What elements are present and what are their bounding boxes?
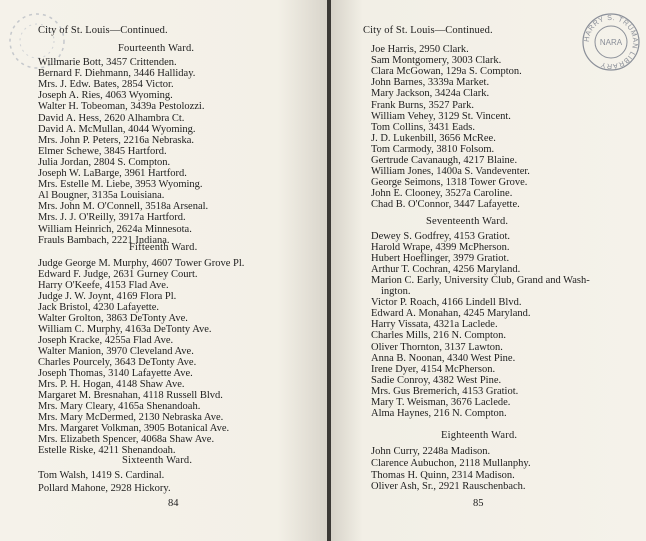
directory-entry: Margaret M. Bresnahan, 4118 Russell Blvd.: [38, 390, 223, 401]
directory-entry: Mrs. Mary McDermed, 2130 Nebraska Ave.: [38, 412, 224, 423]
directory-entry: John Curry, 2248a Madison.: [371, 446, 491, 457]
directory-entry: Chad B. O'Connor, 3447 Lafayette.: [371, 199, 520, 211]
directory-entry: Joe Harris, 2950 Clark.: [371, 44, 469, 55]
directory-entry: Charles Mills, 216 N. Compton.: [371, 330, 507, 342]
directory-entry: Pollard Mahone, 2928 Hickory.: [38, 483, 171, 494]
directory-entry: Anna B. Noonan, 4340 West Pine.: [371, 352, 516, 364]
directory-entry: Mrs. Margaret Volkman, 3905 Botanical Ave.: [38, 423, 230, 434]
directory-entry: Mrs. John M. O'Connell, 3518a Arsenal.: [38, 201, 209, 213]
directory-entry: Mrs. J. J. O'Reilly, 3917a Hartford.: [38, 212, 186, 224]
running-head: City of St. Louis—Continued.: [38, 25, 168, 36]
directory-entry: Mrs. Estelle M. Liebe, 3953 Wyoming.: [38, 179, 203, 191]
section-title-seventeenth-ward: Seventeenth Ward.: [426, 216, 509, 227]
directory-entry: John E. Clooney, 3527a Caroline.: [371, 188, 513, 200]
directory-entry: Harry Vissata, 4321a Laclede.: [371, 319, 498, 331]
stamp-ring-text: HARRY S. TRUMAN LIBRARY: [581, 12, 641, 72]
directory-entry: Joseph W. LaBarge, 3961 Hartford.: [38, 168, 187, 179]
truman-library-stamp: [581, 12, 641, 72]
directory-entry: Joseph Kracke, 4255a Flad Ave.: [38, 335, 174, 346]
directory-entry: John Barnes, 3339a Market.: [371, 77, 490, 89]
directory-entry: Hubert Hoeflinger, 3979 Gratiot.: [371, 253, 510, 265]
directory-entry: ington.: [381, 286, 411, 298]
directory-entry: David A. Hess, 2620 Alhambra Ct.: [38, 112, 185, 124]
directory-entry: Mary T. Weisman, 3676 Laclede.: [371, 396, 511, 408]
right-page: [331, 0, 646, 541]
directory-entry: Harry O'Keefe, 4153 Flad Ave.: [38, 280, 169, 291]
directory-entry: Victor P. Roach, 4166 Lindell Blvd.: [371, 297, 522, 309]
directory-entry: Mary Jackson, 3424a Clark.: [371, 88, 490, 100]
directory-entry: Julia Jordan, 2804 S. Compton.: [38, 156, 171, 168]
directory-entry: Al Bougner, 3135a Louisiana.: [38, 190, 165, 202]
directory-entry: Edward A. Monahan, 4245 Maryland.: [371, 308, 531, 320]
page-number: 85: [473, 498, 484, 509]
directory-entry: Frauls Bambach, 2221 Indiana.: [38, 234, 170, 246]
section-title-fourteenth-ward: Fourteenth Ward.: [118, 43, 195, 54]
directory-entry: Mrs. John P. Peters, 2216a Nebraska.: [38, 134, 195, 146]
section-title-sixteenth-ward: Sixteenth Ward.: [122, 455, 193, 466]
directory-entry: Bernard F. Diehmann, 3446 Halliday.: [38, 68, 196, 80]
directory-entry: Marion C. Early, University Club, Grand and Wash-: [371, 275, 590, 287]
directory-entry: Joseph A. Ries, 4063 Wyoming.: [38, 90, 173, 102]
directory-entry: Charles Pourcely, 3643 DeTonty Ave.: [38, 357, 197, 368]
directory-entry: Dewey S. Godfrey, 4153 Gratiot.: [371, 231, 510, 242]
directory-entry: Estelle Riske, 4211 Shenandoah.: [38, 445, 176, 456]
directory-entry: Oliver Thornton, 3137 Lawton.: [371, 341, 503, 353]
directory-entry: Oliver Ash, Sr., 2921 Rauschenbach.: [371, 481, 526, 493]
directory-entry: Mrs. Elizabeth Spencer, 4068a Shaw Ave.: [38, 434, 215, 445]
section-title-fifteenth-ward: Fifteenth Ward.: [129, 242, 198, 253]
directory-entry: Tom Carmody, 3810 Folsom.: [371, 143, 495, 155]
directory-entry: Mrs. Gus Bremerich, 4153 Gratiot.: [371, 385, 519, 397]
directory-entry: Walter Grolton, 3863 DeTonty Ave.: [38, 313, 188, 324]
directory-entry: William Jones, 1400a S. Vandeventer.: [371, 166, 530, 178]
directory-entry: J. D. Lukenbill, 3656 McRee.: [371, 132, 496, 144]
directory-entry: Elmer Schewe, 3845 Hartford.: [38, 145, 167, 157]
directory-entry: Harold Wrape, 4399 McPherson.: [371, 242, 510, 254]
directory-entry: David A. McMullan, 4044 Wyoming.: [38, 123, 196, 135]
directory-entry: Tom Walsh, 1419 S. Cardinal.: [38, 470, 165, 481]
running-head: City of St. Louis—Continued.: [363, 25, 493, 36]
directory-entry: Clara McGowan, 129a S. Compton.: [371, 66, 522, 78]
section-title-eighteenth-ward: Eighteenth Ward.: [441, 430, 518, 441]
directory-entry: Frank Burns, 3527 Park.: [371, 99, 474, 111]
directory-entry: Thomas H. Quinn, 2314 Madison.: [371, 469, 515, 481]
directory-entry: Judge George M. Murphy, 4607 Tower Grove Pl.: [38, 258, 245, 269]
directory-entry: Jack Bristol, 4230 Lafayette.: [38, 302, 160, 313]
directory-entry: Joseph Thomas, 3140 Lafayette Ave.: [38, 368, 193, 379]
directory-entry: William Vehey, 3129 St. Vincent.: [371, 110, 511, 122]
directory-entry: Mrs. J. Edw. Bates, 2854 Victor.: [38, 79, 174, 91]
directory-entry: Walter Manion, 3970 Cleveland Ave.: [38, 346, 194, 357]
directory-entry: Walter H. Tobeoman, 3439a Pestolozzi.: [38, 101, 205, 113]
directory-entry: Arthur T. Cochran, 4256 Maryland.: [371, 264, 521, 276]
directory-entry: Clarence Aubuchon, 2118 Mullanphy.: [371, 457, 531, 469]
directory-entry: William Heinrich, 2624a Minnesota.: [38, 223, 192, 235]
directory-entry: Edward F. Judge, 2631 Gurney Court.: [38, 269, 198, 280]
directory-entry: Tom Collins, 3431 Eads.: [371, 121, 475, 133]
directory-entry: William C. Murphy, 4163a DeTonty Ave.: [38, 324, 212, 335]
directory-entry: Sadie Conroy, 4382 West Pine.: [371, 374, 502, 386]
stamp-center-text: NARA: [599, 38, 623, 47]
directory-entry: Alma Haynes, 216 N. Compton.: [371, 407, 507, 419]
directory-entry: George Seimons, 1318 Tower Grove.: [371, 177, 528, 189]
directory-entry: Sam Montgomery, 3003 Clark.: [371, 55, 502, 67]
directory-entry: Mrs. Mary Cleary, 4165a Shenandoah.: [38, 401, 201, 412]
directory-entry: Irene Dyer, 4154 McPherson.: [371, 363, 496, 375]
page-number: 84: [168, 498, 179, 509]
directory-entry: Willmarie Bott, 3457 Crittenden.: [38, 57, 177, 68]
directory-entry: Gertrude Cavanaugh, 4217 Blaine.: [371, 155, 518, 166]
directory-entry: Mrs. P. H. Hogan, 4148 Shaw Ave.: [38, 379, 185, 390]
directory-entry: Judge J. W. Joynt, 4169 Flora Pl.: [38, 291, 177, 302]
